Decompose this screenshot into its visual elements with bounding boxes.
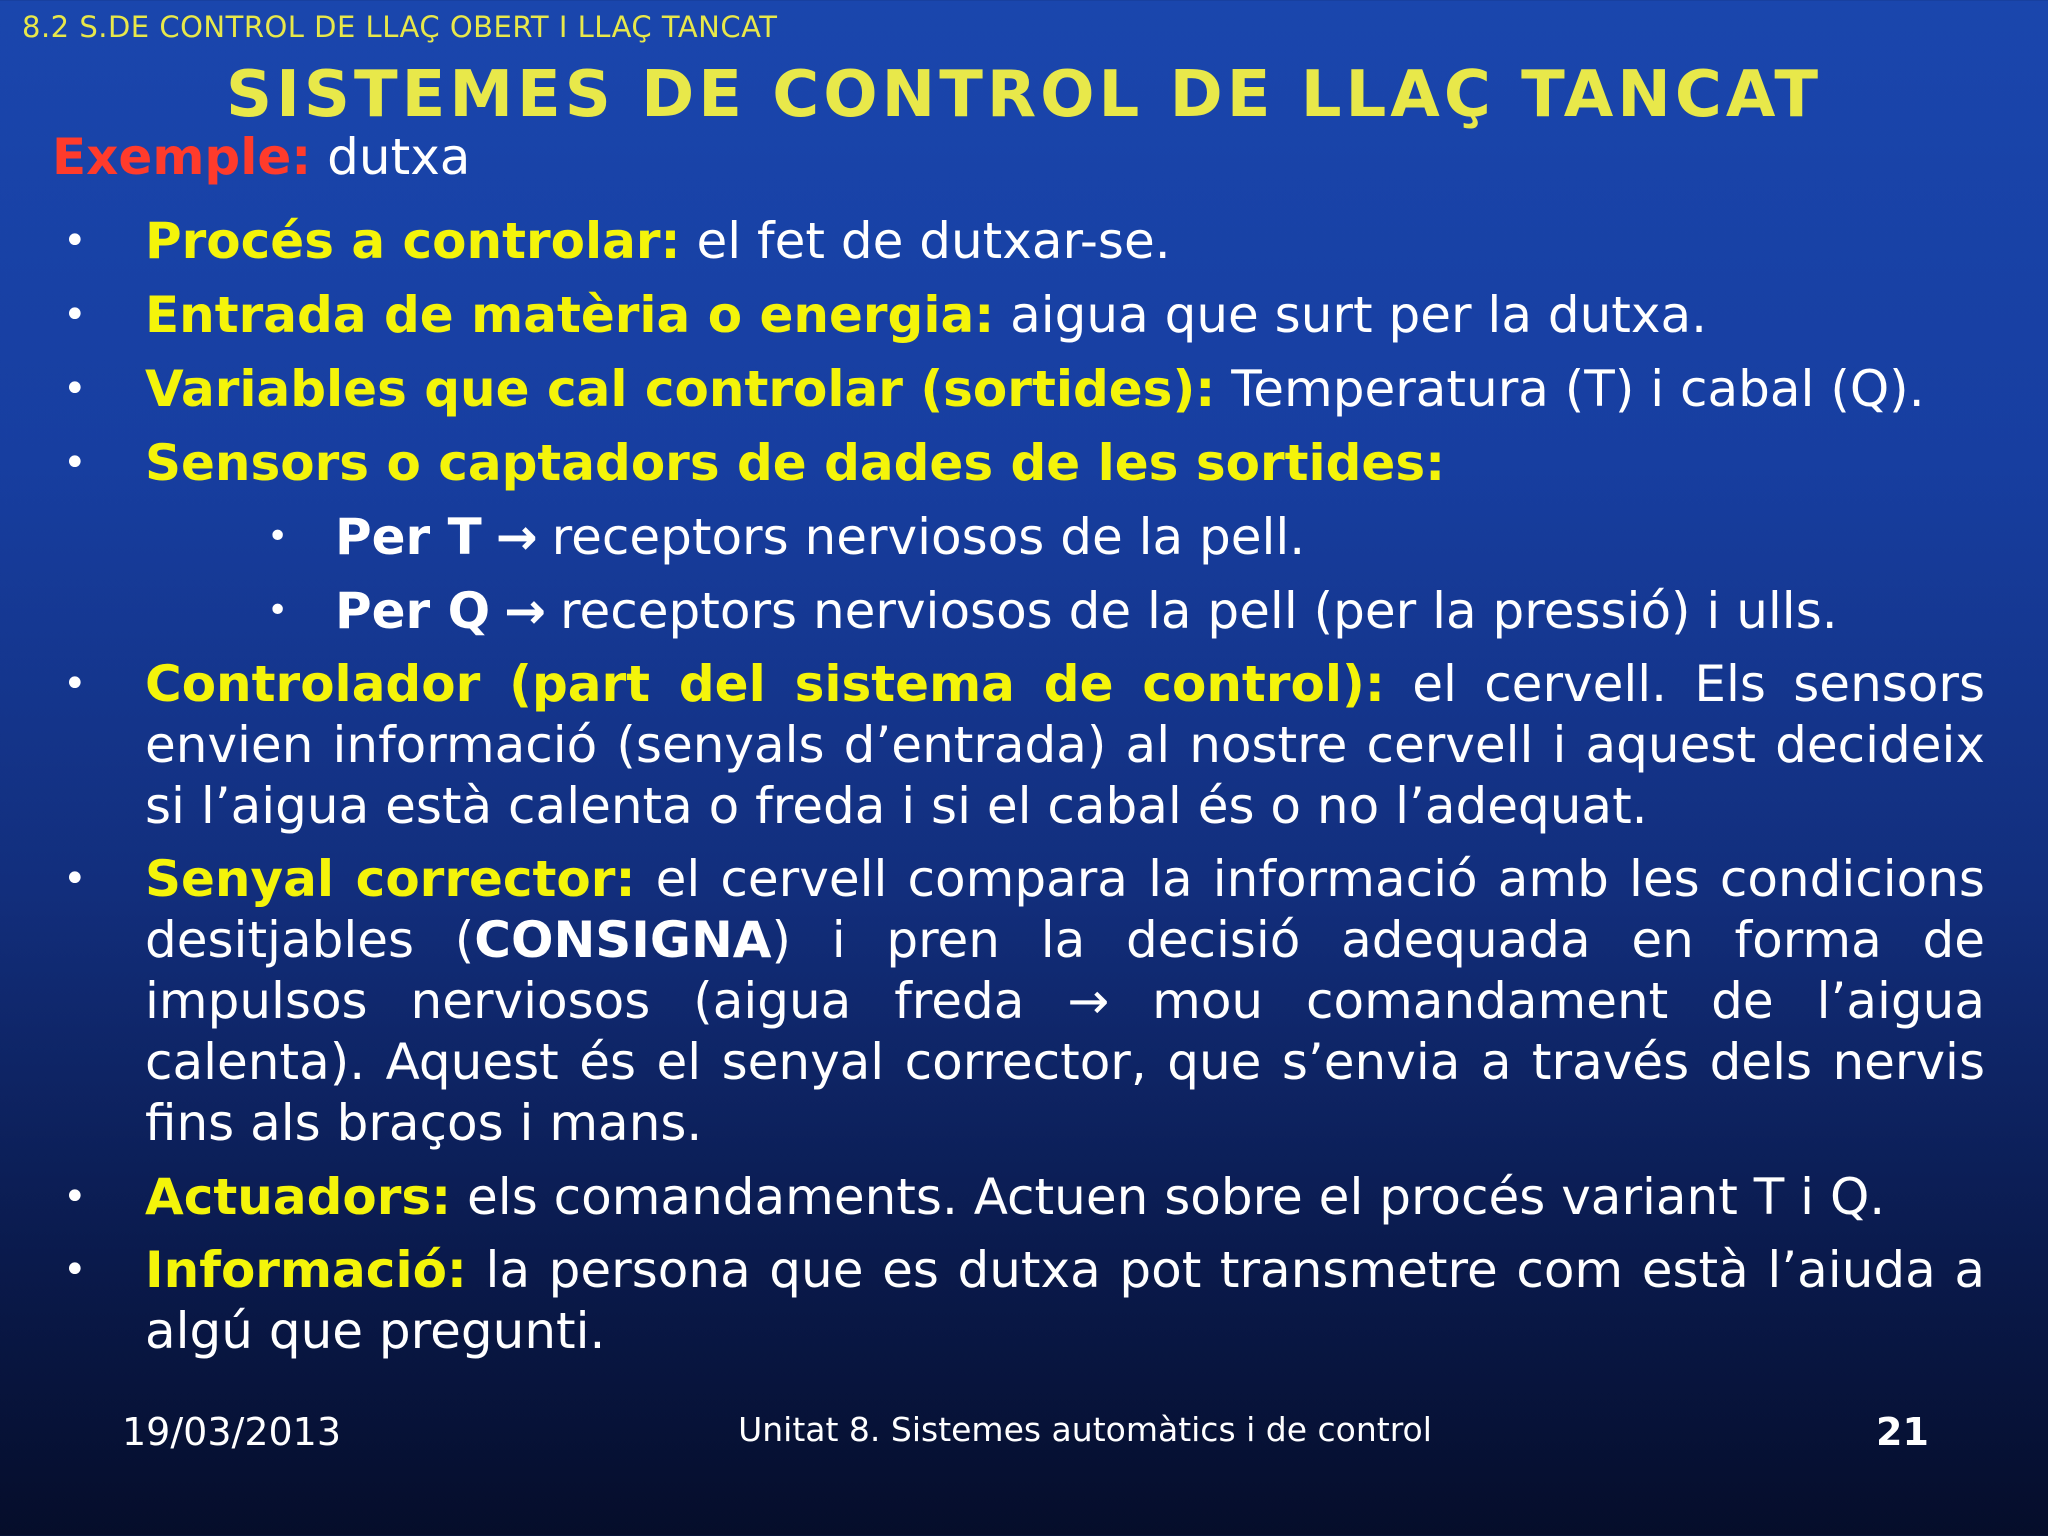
bullet-item-input [145, 284, 1985, 346]
bullet-item-sensors [145, 432, 1985, 494]
arrow-icon: → [504, 582, 547, 640]
bullet-item-controller [145, 654, 1985, 837]
consigna-text: CONSIGNA [474, 911, 772, 969]
page-number: 21 [1876, 1410, 1929, 1454]
arrow-icon: → [1067, 972, 1110, 1030]
sub-item-flow [335, 580, 1985, 642]
bullet-text: el fet de dutxar-se. [696, 212, 1171, 270]
bullet-label: Entrada de matèria o energia: [145, 286, 995, 344]
bullet-text: aigua que surt per la dutxa. [1010, 286, 1708, 344]
bullet-text: ) i pren la decisió adequada en forma de impulsos nerviosos (aigua freda [145, 911, 1985, 1030]
bullet-label: Variables que cal controlar (sortides): [145, 360, 1216, 418]
bullet-label: Sensors o captadors de dades de les sortides: [145, 434, 1446, 492]
bullet-text: Temperatura (T) i cabal (Q). [1231, 360, 1925, 418]
bullet-item-actuators [145, 1166, 1985, 1228]
bullet-item-corrector [145, 849, 1985, 1154]
bullet-text: la persona que es dutxa pot transmetre com està l’aiuda a algú que pregunti. [145, 1241, 1985, 1360]
slide-title: SISTEMES DE CONTROL DE LLAÇ TANCAT [225, 58, 1823, 132]
bullet-text: el cervell compara la informació amb les condicions desitjables ( [145, 850, 1985, 969]
bullet-text: els comandaments. Actuen sobre el procés variant T i Q. [467, 1168, 1886, 1226]
bullet-label: Informació: [145, 1241, 467, 1299]
sub-text: receptors nerviosos de la pell (per la pressió) i ulls. [560, 582, 1838, 640]
section-header: 8.2 S.DE CONTROL DE LLAÇ OBERT I LLAÇ TANCAT [22, 10, 778, 44]
footer-unit-title: Unitat 8. Sistemes automàtics i de control [738, 1410, 1432, 1449]
bullet-label: Controlador (part del sistema de control): [145, 655, 1385, 713]
arrow-icon: → [495, 508, 538, 566]
example-label: Exemple: [52, 128, 312, 186]
bullet-item-outputs [145, 358, 1985, 420]
sub-label: Per Q [335, 582, 491, 640]
bullet-text: mou comandament de l’aigua calenta). Aquest és el senyal corrector, que s’envia a través dels nervis fins als braços i mans. [145, 972, 1985, 1152]
example-value: dutxa [327, 128, 471, 186]
bullet-label: Actuadors: [145, 1168, 452, 1226]
sub-label: Per T [335, 508, 482, 566]
sub-text: receptors nerviosos de la pell. [551, 508, 1306, 566]
footer-date: 19/03/2013 [122, 1410, 342, 1454]
bullet-item-information [145, 1240, 1985, 1362]
bullet-text: el cervell. Els sensors envien informació (senyals d’entrada) al nostre cervell i aquest decideix si l’aigua està calenta o freda i si el cabal és o no l’adequat. [145, 655, 1986, 835]
bullet-label: Senyal corrector: [145, 850, 636, 908]
example-line [52, 128, 470, 186]
sub-item-temperature [335, 506, 1985, 568]
bullet-label: Procés a controlar: [145, 212, 681, 270]
bullet-item-process [145, 210, 1985, 272]
bullet-list [145, 210, 1985, 1374]
